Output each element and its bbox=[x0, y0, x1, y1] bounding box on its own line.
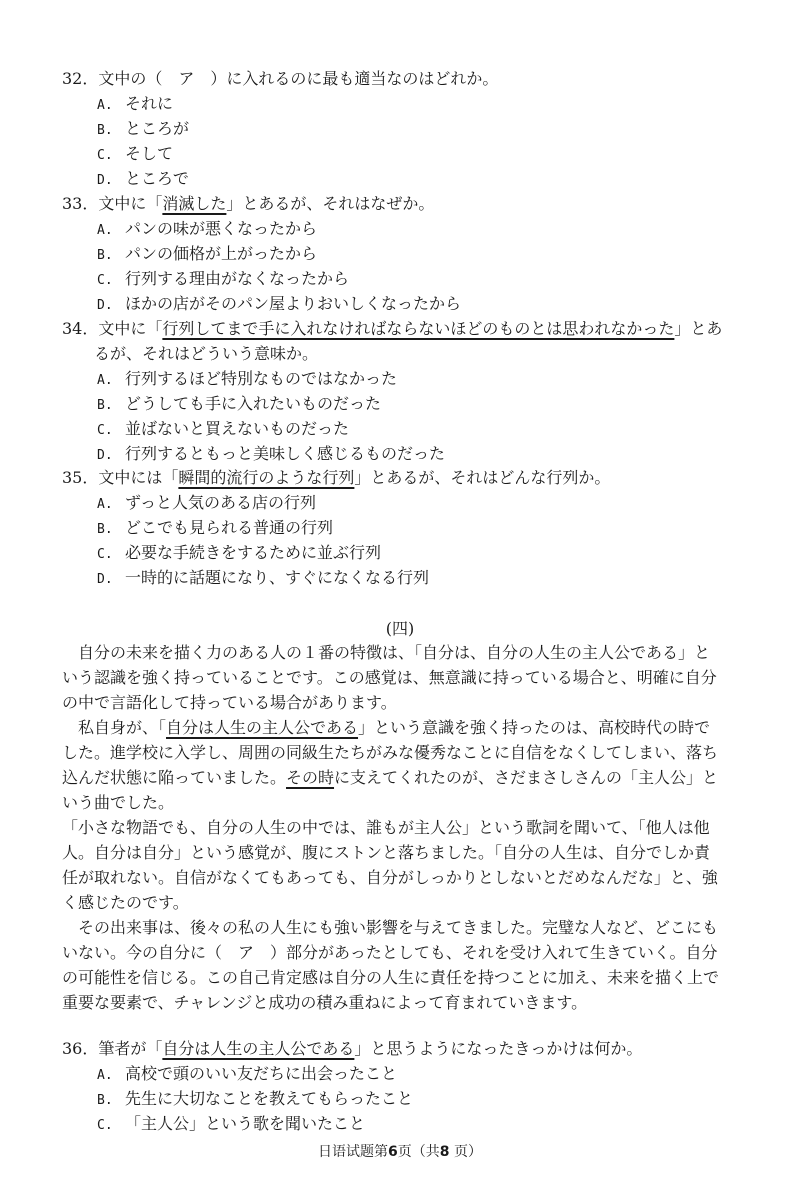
option-letter: B. bbox=[97, 123, 113, 138]
passage-line: の可能性を信じる。この自己肯定感は自分の人生に責任を持つことに加え、未来を描く上で bbox=[62, 968, 719, 987]
stem-prefix: 36．筆者が「 bbox=[62, 1039, 163, 1058]
question-35-option-a bbox=[97, 490, 316, 517]
passage-line: いない。今の自分に（ ア ）部分があったとしても、それを受け入れて生きていく。自分 bbox=[62, 943, 718, 962]
option-letter: D. bbox=[97, 298, 113, 313]
question-36-stem bbox=[62, 1036, 642, 1061]
question-32-stem: 32．文中の（ ア ）に入れるのに最も適当なのはどれか。 bbox=[62, 69, 499, 88]
option-text: ほかの店がそのパン屋よりおいしくなったから bbox=[125, 294, 462, 313]
option-letter: A. bbox=[97, 373, 113, 388]
option-letter: D. bbox=[97, 173, 113, 188]
option-text: パンの味が悪くなったから bbox=[125, 219, 318, 238]
option-text: それに bbox=[125, 94, 174, 113]
option-text: どこでも見られる普通の行列 bbox=[125, 518, 334, 537]
option-text: 高校で頭のいい友だちに出会ったこと bbox=[125, 1064, 398, 1083]
option-letter: A. bbox=[97, 98, 113, 113]
passage-line: く感じたのです。 bbox=[62, 893, 189, 912]
underlined-quote: 消滅した bbox=[162, 194, 227, 213]
option-text: ずっと人気のある店の行列 bbox=[125, 493, 317, 512]
question-34-option-a bbox=[97, 366, 397, 393]
stem-prefix: 35．文中には「 bbox=[62, 468, 179, 487]
question-35-stem bbox=[62, 465, 610, 490]
footer-page-number: 6 bbox=[388, 1144, 398, 1160]
option-text: ところが bbox=[125, 119, 190, 138]
option-letter: D. bbox=[97, 572, 113, 587]
option-text: パンの価格が上がったから bbox=[125, 244, 318, 263]
underlined-quote: 瞬間的流行のような行列 bbox=[178, 468, 355, 487]
passage-line: 人。自分は自分」という感覚が、腹にストンと落ちました。「自分の人生は、自分でしか責 bbox=[62, 843, 711, 862]
option-letter: C. bbox=[97, 547, 113, 562]
option-text: 必要な手続きをするために並ぶ行列 bbox=[125, 543, 382, 562]
question-35-option-b bbox=[97, 515, 333, 542]
page-footer bbox=[0, 1142, 800, 1162]
stem-prefix: 33．文中に「 bbox=[62, 194, 163, 213]
option-letter: B. bbox=[97, 248, 113, 263]
underlined-quote: 行列してまで手に入れなければならないほどのものとは思われなかった bbox=[162, 319, 675, 338]
section-title: (四) bbox=[385, 619, 415, 638]
option-letter: C. bbox=[97, 1118, 113, 1133]
underlined-quote: 自分は人生の主人公である bbox=[162, 1039, 355, 1058]
question-34-option-b bbox=[97, 391, 381, 418]
passage-text: 込んだ状態に陥っていました。 bbox=[62, 768, 287, 787]
question-35-option-d bbox=[97, 565, 429, 592]
question-36-option-a bbox=[97, 1061, 397, 1088]
question-33-stem bbox=[62, 191, 434, 216]
passage-line bbox=[62, 715, 710, 740]
option-text: どうしても手に入れたいものだった bbox=[125, 394, 382, 413]
question-34-stem-continued: るが、それはどういう意味か。 bbox=[94, 344, 319, 363]
option-letter: D. bbox=[97, 448, 113, 463]
question-32-option-d bbox=[97, 166, 189, 193]
question-34-option-d bbox=[97, 441, 445, 468]
option-letter: C. bbox=[97, 148, 113, 163]
question-35-option-c bbox=[97, 540, 381, 567]
stem-suffix: 」とあるが、それはなぜか。 bbox=[226, 194, 435, 213]
option-text: 「主人公」という歌を聞いたこと bbox=[125, 1114, 366, 1133]
question-33-option-d bbox=[97, 291, 461, 318]
question-32-option-c bbox=[97, 141, 173, 168]
option-text: ところで bbox=[125, 169, 189, 188]
passage-line: その出来事は、後々の私の人生にも強い影響を与えてきました。完璧な人など、どこにも bbox=[62, 918, 719, 937]
option-text: 並ばないと買えないものだった bbox=[125, 419, 350, 438]
footer-text: 页（共 bbox=[397, 1144, 440, 1160]
stem-suffix: 」とあるが、それはどんな行列か。 bbox=[354, 468, 611, 487]
stem-prefix: 34．文中に「 bbox=[62, 319, 163, 338]
option-text: 行列する理由がなくなったから bbox=[125, 269, 350, 288]
passage-line: 「小さな物語でも、自分の人生の中では、誰もが主人公」という歌詞を聞いて、「他人は他 bbox=[62, 818, 710, 837]
footer-text: 页） bbox=[449, 1144, 482, 1160]
option-text: 行列するともっと美味しく感じるものだった bbox=[125, 444, 446, 463]
passage-line: 任が取れない。自信がなくてもあっても、自分がしっかりとしないとだめなんだな」と、強 bbox=[62, 868, 718, 887]
option-text: 先生に大切なことを教えてもらったこと bbox=[125, 1089, 414, 1108]
option-text: 行列するほど特別なものではなかった bbox=[125, 369, 398, 388]
option-text: 一時的に話題になり、すぐになくなる行列 bbox=[125, 568, 430, 587]
underlined-phrase: その時 bbox=[286, 768, 335, 787]
question-36-option-c bbox=[97, 1111, 365, 1138]
passage-text: 」という意識を強く持ったのは、高校時代の時で bbox=[358, 718, 711, 737]
question-33-option-b bbox=[97, 241, 317, 268]
option-letter: C. bbox=[97, 423, 113, 438]
option-letter: B. bbox=[97, 1093, 113, 1108]
question-32-option-a bbox=[97, 91, 173, 118]
passage-text: に支えてくれたのが、さだまさしさんの「主人公」と bbox=[334, 768, 719, 787]
stem-suffix: 」とあ bbox=[674, 319, 723, 338]
question-36-option-b bbox=[97, 1086, 413, 1113]
passage-line: 自分の未来を描く力のある人の１番の特徴は、「自分は、自分の人生の主人公である」と bbox=[62, 643, 711, 662]
question-33-option-c bbox=[97, 266, 349, 293]
passage-text: 私自身が、「 bbox=[62, 718, 167, 737]
passage-line: 重要な要素で、チャレンジと成功の積み重ねによって育まれていきます。 bbox=[62, 993, 588, 1012]
passage-line bbox=[62, 765, 718, 790]
question-32-option-b bbox=[97, 116, 189, 143]
option-letter: C. bbox=[97, 273, 113, 288]
footer-total-pages: 8 bbox=[439, 1144, 450, 1160]
option-letter: B. bbox=[97, 398, 113, 413]
passage-line: の中で言語化して持っている場合があります。 bbox=[62, 693, 397, 712]
question-34-option-c bbox=[97, 416, 349, 443]
passage-line: いう曲でした。 bbox=[62, 793, 175, 812]
underlined-quote: 自分は人生の主人公である bbox=[166, 718, 359, 737]
stem-suffix: 」と思うようになったきっかけは何か。 bbox=[354, 1039, 643, 1058]
option-text: そして bbox=[125, 144, 174, 163]
footer-text: 日语试题第 bbox=[318, 1144, 389, 1160]
option-letter: A. bbox=[97, 1068, 113, 1083]
question-34-stem bbox=[62, 316, 722, 341]
passage-line: いう認識を強く持っていることです。この感覚は、無意識に持っている場合と、明確に自分 bbox=[62, 668, 717, 687]
option-letter: A. bbox=[97, 223, 113, 238]
option-letter: B. bbox=[97, 522, 113, 537]
option-letter: A. bbox=[97, 497, 113, 512]
question-33-option-a bbox=[97, 216, 317, 243]
passage-line: した。進学校に入学し、周囲の同級生たちがみな優秀なことに自信をなくしてしまい、落ち bbox=[62, 743, 719, 762]
